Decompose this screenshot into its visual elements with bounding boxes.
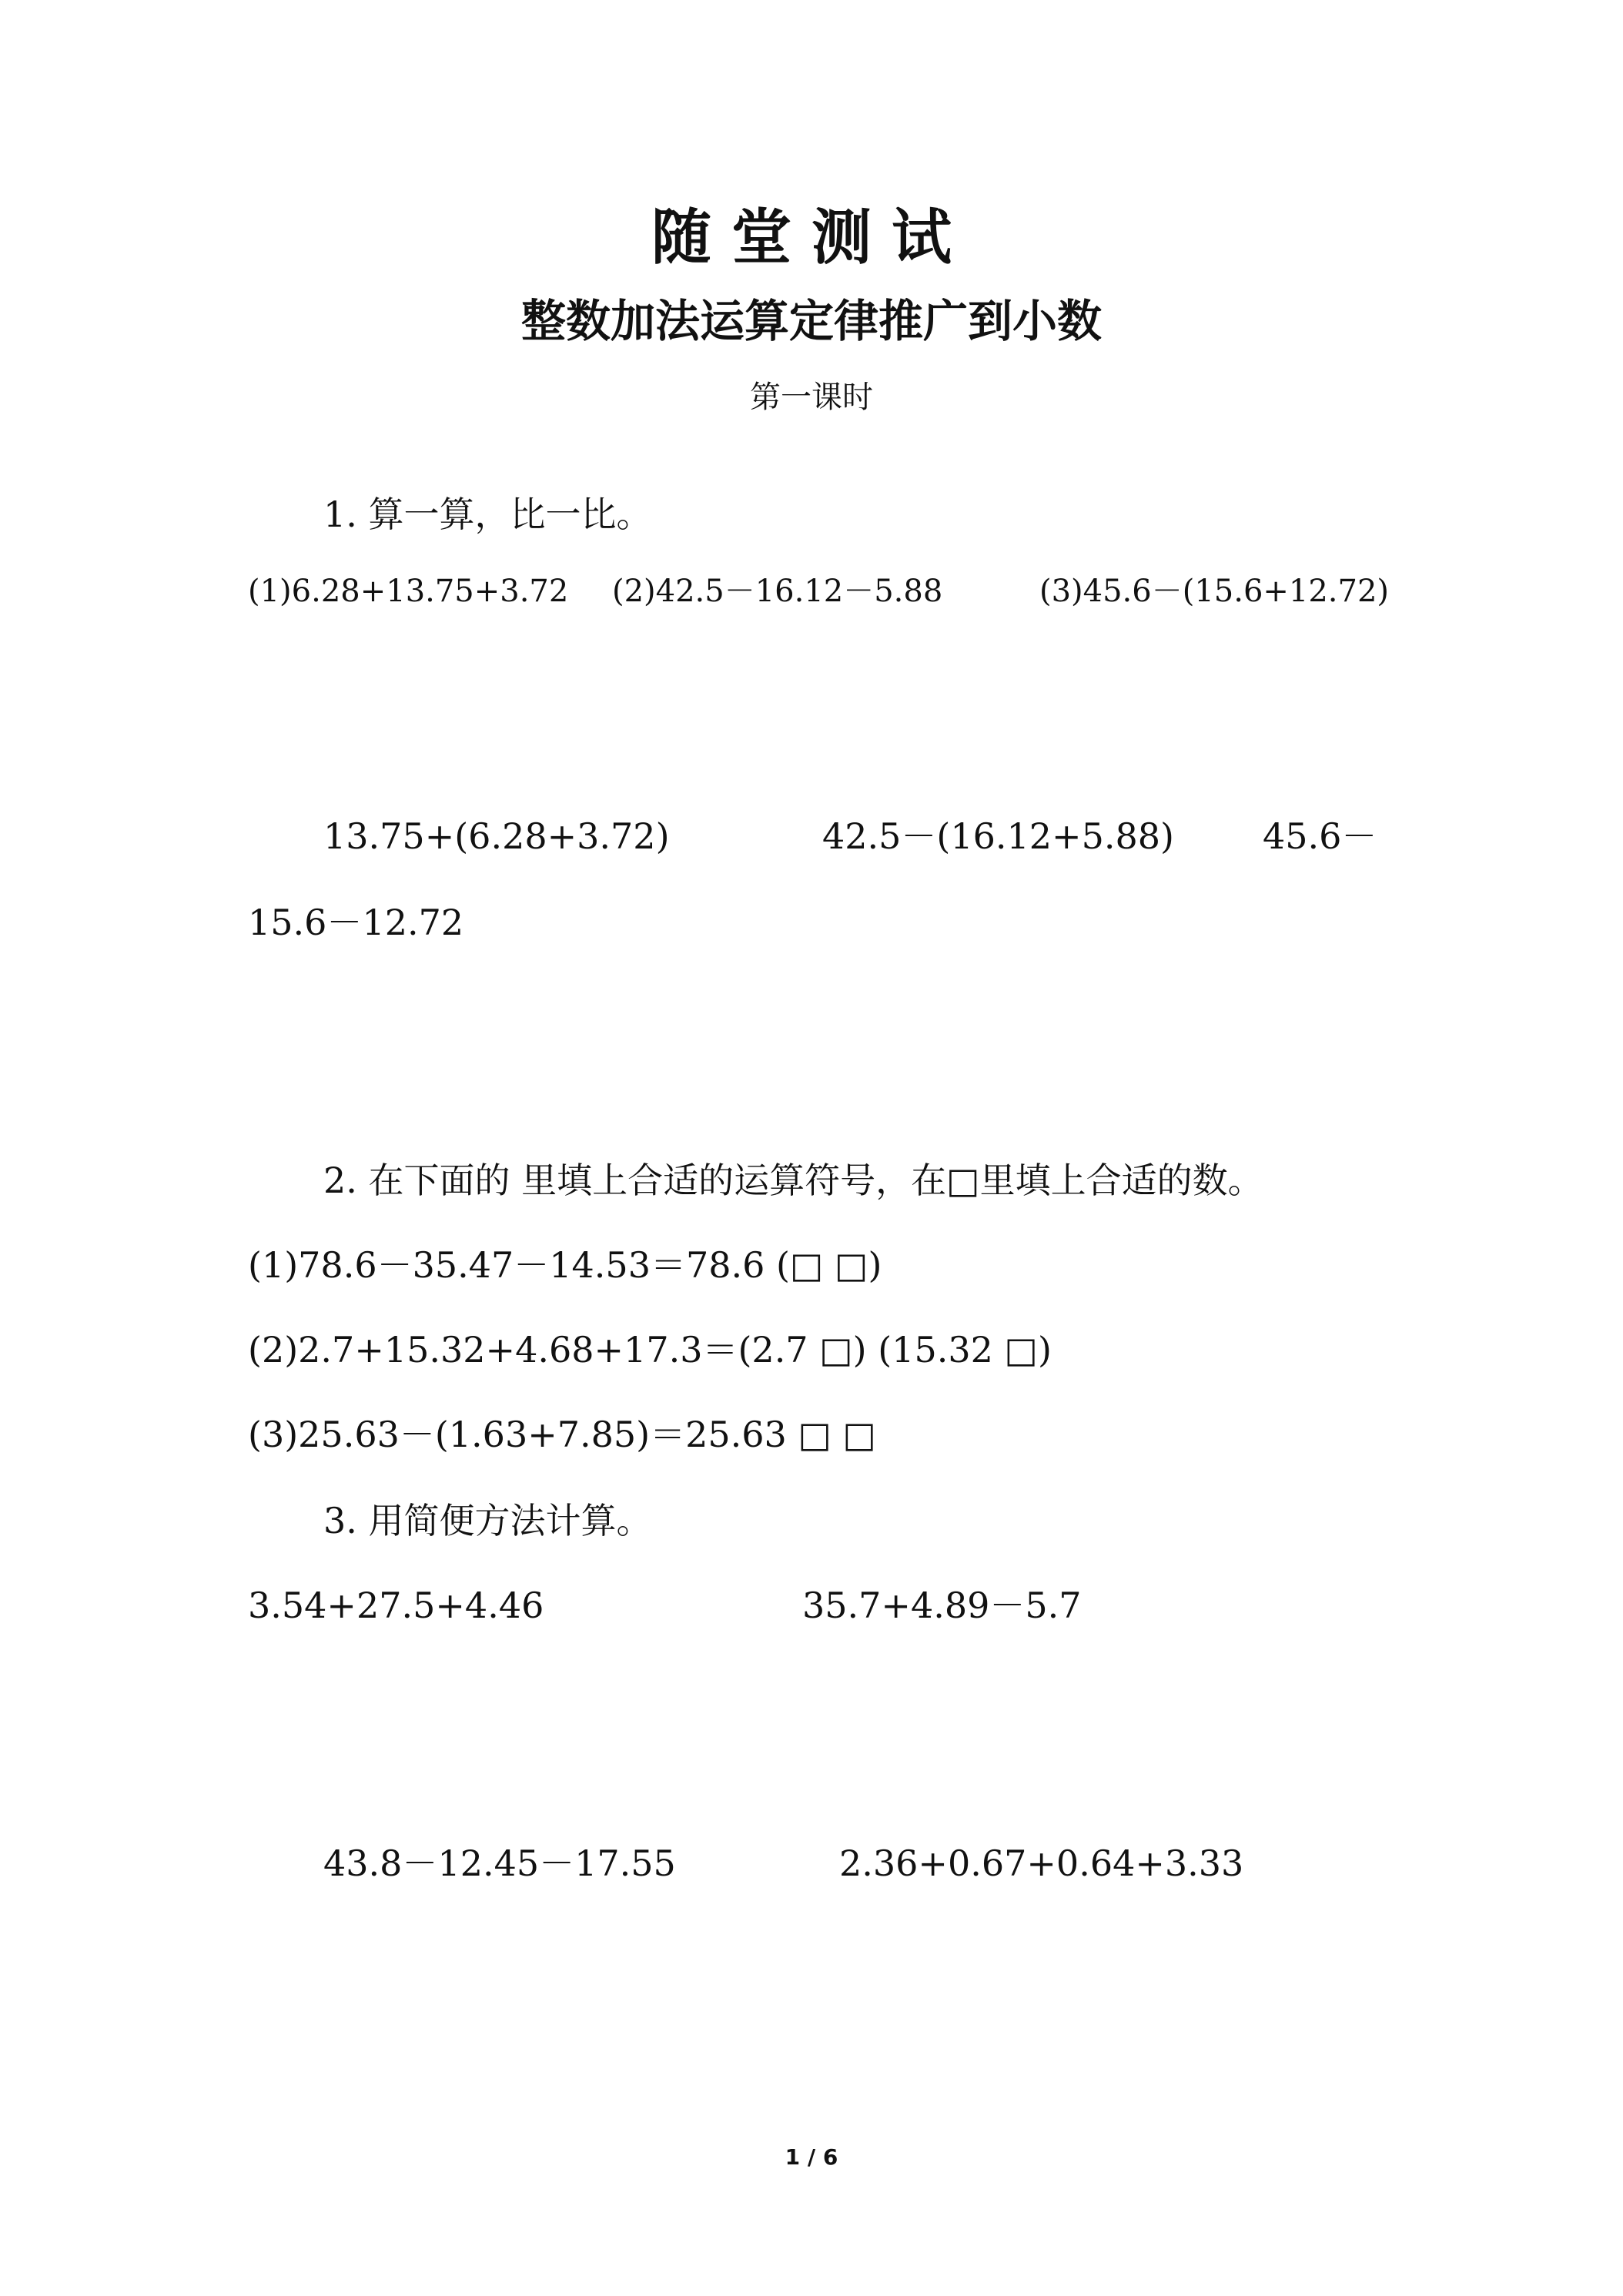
q1-item-2: (2)42.5－16.12－5.88 (612, 574, 943, 609)
page-number: 1 / 6 (785, 2144, 838, 2170)
q1-compare-3: 45.6－ (1263, 815, 1377, 857)
question-1-heading: 1. 算一算，比一比。 (323, 494, 652, 535)
page-subtitle: 整数加法运算定律推广到小数 (520, 295, 1102, 347)
q3-item-1: 3.54+27.5+4.46 (248, 1585, 544, 1626)
q2-item-1: (1)78.6－35.47－14.53＝78.6 (□ □) (248, 1244, 882, 1286)
q1-item-1: (1)6.28+13.75+3.72 (248, 574, 569, 609)
question-3-heading: 3. 用简便方法计算。 (323, 1500, 652, 1541)
page-title: 随堂测试 (651, 203, 972, 273)
question-2-heading: 2. 在下面的 里填上合适的运算符号，在□里填上合适的数。 (323, 1160, 1263, 1201)
q1-compare-3-continued: 15.6－12.72 (248, 902, 464, 943)
q2-item-3: (3)25.63－(1.63+7.85)＝25.63 □ □ (248, 1414, 876, 1455)
q1-compare-1: 13.75+(6.28+3.72) (323, 815, 670, 857)
q1-item-3: (3)45.6－(15.6+12.72) (1039, 574, 1390, 609)
q3-item-3: 43.8－12.45－17.55 (323, 1842, 676, 1884)
lesson-label: 第一课时 (750, 380, 873, 415)
q3-item-4: 2.36+0.67+0.64+3.33 (839, 1842, 1244, 1884)
q3-item-2: 35.7+4.89－5.7 (802, 1585, 1082, 1626)
q1-compare-2: 42.5－(16.12+5.88) (822, 815, 1174, 857)
q2-item-2: (2)2.7+15.32+4.68+17.3＝(2.7 □) (15.32 □) (248, 1329, 1052, 1371)
